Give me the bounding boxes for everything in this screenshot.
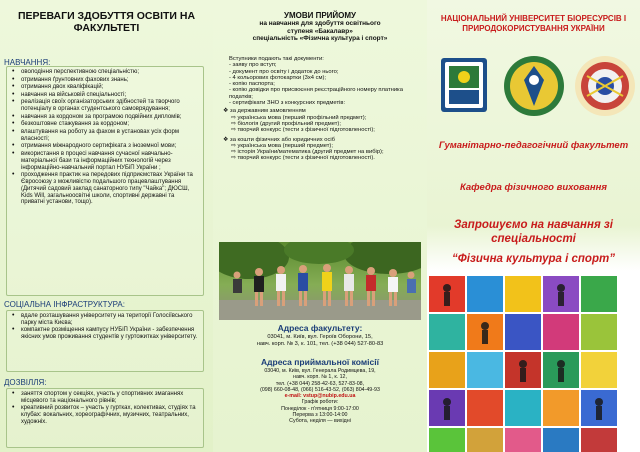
state-order-title: ❖ за державним замовленням [223, 108, 306, 115]
arrow-icon: ⇨ [231, 142, 238, 149]
cover-panel [427, 0, 640, 452]
social-box [6, 310, 204, 372]
list-item: • навчання за кордоном за програмою подвійних дипломів; [11, 114, 199, 121]
schedule-line: Перерва з 13:00-14:00 [292, 412, 348, 419]
list-item: - копію довідки про присвоєння реєстраційного номеру платника податків; [229, 87, 403, 100]
admission-header [219, 12, 421, 43]
admission-subline: на навчання для здобуття освітнього [259, 19, 381, 27]
invitation-text: Запрошуємо на навчання зі спеціальності [454, 219, 613, 245]
runners-photo-image [219, 242, 421, 320]
admission-subline: спеціальність «Фізична культура і спорт» [252, 35, 388, 43]
arrow-icon: ⇨ [231, 155, 238, 162]
list-item: • проходження практик на передових підприємствах України та Євросоюзу з можливістю подальшого працевлаштування (Дитячий садовий заклад санаторного типу "Чайка"; ДЮСШ, Kids Will, загальноосвітні школи, спортивні державні та приватні установи, тощо). [11, 172, 199, 206]
list-item: ⇨ українська мова (перший предмет); [231, 142, 333, 149]
list-item: • реалізація своїх організаторських здібностей та творчого потенціалу в органах студентського самоврядування; [11, 99, 199, 113]
list-item: - копію паспорта; [229, 81, 275, 88]
documents-intro: Вступники подають такі документи: [229, 56, 324, 62]
list-item: • влаштування на роботу за фахом в установах усіх форм власності; [11, 129, 199, 143]
arrow-icon: ❖ [223, 136, 231, 143]
advantages-title: ПЕРЕВАГИ ЗДОБУТТЯ ОСВІТИ НА ФАКУЛЬТЕТІ [17, 10, 196, 34]
list-item: - заяву про вступ; [229, 62, 277, 69]
logos-row [427, 50, 640, 120]
list-item: • використання в процесі навчання сучасної навчально-матеріальної бази та інформаційних технологій через інформаційно-навчальний портал НУБіП України ; [11, 151, 199, 171]
study-section-title: НАВЧАННЯ: [4, 58, 51, 67]
list-item: • компактне розміщення кампусу НУБіП України - забезпечення якісних умов проживання студентів у гуртожитках університету. [11, 327, 199, 341]
paid-order-title: ❖ за кошти фізичних або юридичних осіб [223, 136, 335, 143]
study-box [6, 66, 204, 296]
arrow-icon: ❖ [223, 108, 231, 115]
admission-office-title: Адреса приймальної комісії [261, 357, 379, 367]
university-emblem-icon [504, 56, 564, 116]
list-item: ⇨ історія України/математика (другий предмет на вибір); [231, 149, 384, 156]
faculty-address [219, 334, 421, 347]
faculty-address-title: Адреса факультету: [277, 323, 363, 333]
social-list [7, 311, 203, 344]
schedule-line: Понеділок - п'ятниця 9:00-17:00 [281, 405, 359, 412]
faculty-name: Гуманітарно-педагогічний факультет [438, 140, 629, 151]
study-list [7, 67, 203, 209]
list-item: ⇨ біологія (другий профільний предмет); [231, 120, 341, 127]
list-item: • оволодіння перспективною спеціальністю; [11, 69, 199, 76]
address-line: навч. корп. № 3, к. 101, тел. (+38 044) 527-80-83 [256, 340, 384, 347]
admission-subline: ступеня «Бакалавр» [287, 27, 353, 35]
admission-title: УМОВИ ПРИЙОМУ [283, 11, 357, 20]
department-name: Кафедра фізичного виховання [460, 182, 607, 193]
list-item: • отримання двох кваліфікацій; [11, 84, 199, 91]
arrow-icon: ⇨ [231, 149, 238, 156]
list-item: • отримання міжнародного сертифіката з іноземної мови; [11, 143, 199, 150]
admission-panel [213, 0, 427, 452]
leisure-section-title: ДОЗВІЛЛЯ: [4, 378, 47, 387]
documents-list [223, 62, 423, 106]
list-item: • заняття спортом у секціях, участь у спортивних змаганнях місцевого та національного рівнів; [11, 391, 199, 405]
leisure-list [7, 389, 203, 429]
list-item: ⇨ українська мова (перший профільний предмет); [231, 114, 367, 121]
list-item: • креативний розвиток – участь у гуртках, колективах, студіях та клубах: вокальних, хореографічних, музичних, театральних, художніх. [11, 405, 199, 425]
department-emblem-icon [575, 56, 635, 116]
list-item: • безкоштовне стажування за кордоном; [11, 121, 199, 128]
list-item: - 4 кольорових фотокартки (3х4 см); [229, 74, 326, 81]
list-item: • отримання ґрунтовних фахових знань; [11, 77, 199, 84]
paid-order-list [223, 143, 423, 162]
state-order-list [223, 115, 423, 134]
documents-block [223, 56, 423, 162]
schedule-line: Субота, неділя — вихідні [289, 418, 351, 425]
address-line: тел. (+38 044) 258-42-63, 527-83-08, [275, 380, 365, 387]
advantages-panel [0, 0, 213, 452]
arrow-icon: ⇨ [231, 114, 238, 121]
leisure-box [6, 388, 204, 448]
list-item: ⇨ творчий конкурс (тести з фізичної підготовленості). [231, 155, 375, 162]
university-name: НАЦІОНАЛЬНИЙ УНІВЕРСИТЕТ БІОРЕСУРСІВ І ПРИРОДОКОРИСТУВАННЯ УКРАЇНИ [440, 14, 627, 33]
list-item: • навчання на військовій спеціальності; [11, 92, 199, 99]
faculty-crest-icon [441, 58, 487, 112]
specialty-name: “Фізична культура і спорт” [452, 253, 615, 265]
address-line: 03040, м. Київ, вул. Генерала Родимцева, 19, [264, 368, 376, 374]
list-item: • вдале розташування університету на території Голосіївського парку міста Києва; [11, 313, 199, 327]
list-item: - документ про освіту і додаток до нього; [229, 68, 339, 75]
runners-photo [219, 242, 421, 320]
address-line: 03041, м. Київ, вул. Героїв Оборони, 15, [267, 334, 373, 340]
sports-mosaic [427, 276, 640, 452]
admission-office-address [219, 368, 421, 425]
arrow-icon: ⇨ [231, 127, 238, 134]
list-item: - сертифікати ЗНО з конкурсних предметів: [229, 100, 346, 107]
arrow-icon: ⇨ [231, 120, 238, 127]
list-item: ⇨ творчий конкурс (тести з фізичної підготовленості); [231, 127, 375, 134]
email-link[interactable]: e-mail: vstup@nubip.edu.ua [284, 393, 356, 400]
sports-mosaic-image [427, 276, 640, 452]
logos-image [427, 50, 640, 120]
social-section-title: СОЦІАЛЬНА ІНФРАСТРУКТУРА: [4, 300, 125, 309]
schedule-title: Графік роботи: [301, 399, 339, 406]
address-line: (098) 660-08-48, (066) 516-43-52, (063) 804-49-93 [260, 386, 380, 393]
address-line: навч. корп. № 1, к. 12, [293, 374, 347, 381]
